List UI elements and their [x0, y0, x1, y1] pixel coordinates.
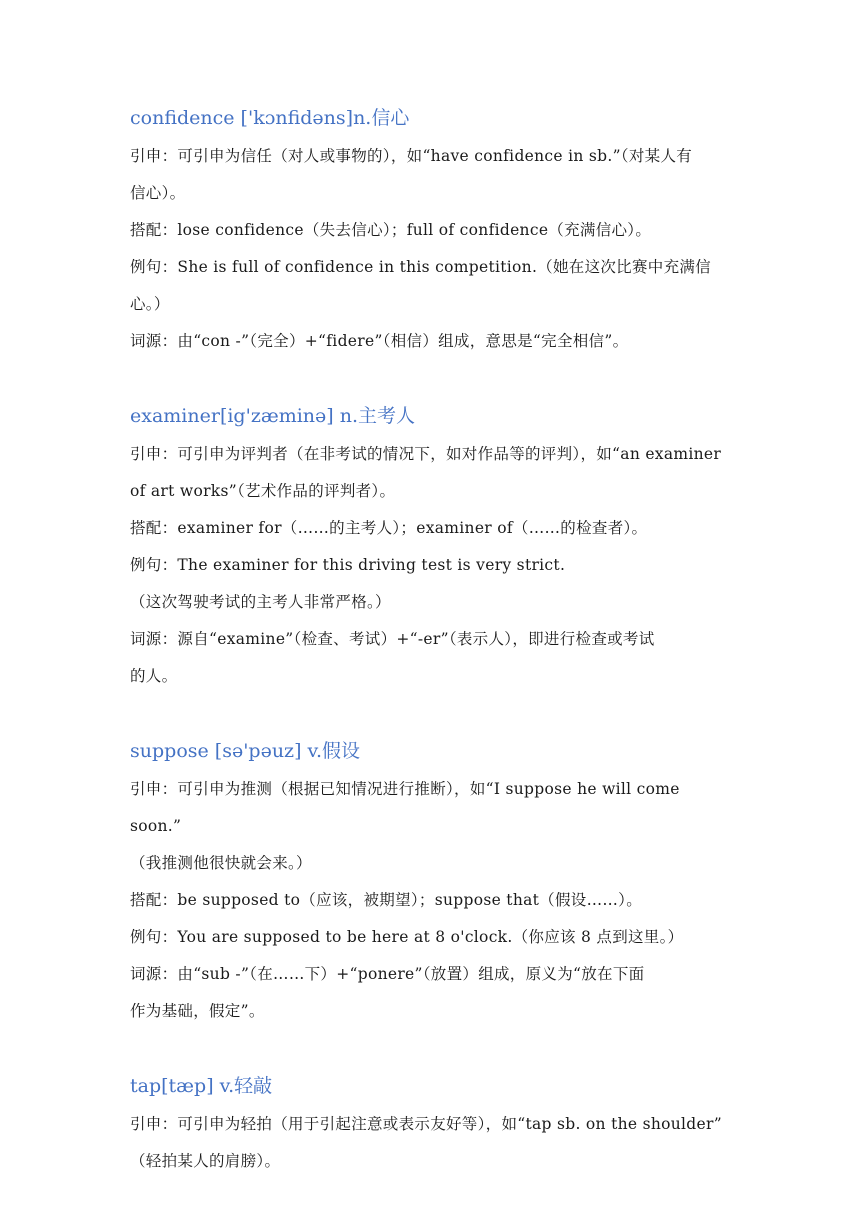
headword: suppose [sə'pəuz] v.假设	[130, 740, 361, 762]
text-line: 作为基础，假定”。	[130, 1002, 265, 1020]
text-line: 搭配：be supposed to（应该，被期望）；suppose that（假设……）。	[130, 891, 643, 909]
text-line: 的人。	[130, 667, 178, 685]
headword: examiner[ig'zæminə] n.主考人	[130, 405, 415, 427]
text-line: 引申：可引申为轻拍（用于引起注意或表示友好等），如“tap sb. on the shoulder”	[130, 1115, 722, 1133]
text-line: 词源：由“sub -”（在……下）+“ponere”（放置）组成，原义为“放在下面	[130, 965, 645, 983]
text-line: （这次驾驶考试的主考人非常严格。）	[130, 593, 391, 611]
text-line: of art works”（艺术作品的评判者）。	[130, 482, 396, 500]
text-line: 信心）。	[130, 184, 186, 202]
text-line: 引申：可引申为信任（对人或事物的），如“have confidence in sb.”（对某人有	[130, 147, 693, 165]
text-line: 例句：The examiner for this driving test is very strict.	[130, 556, 566, 574]
text-line: 搭配：lose confidence（失去信心）；full of confidence（充满信心）。	[130, 221, 652, 239]
text-line: （我推测他很快就会来。）	[130, 854, 312, 872]
headword: tap[tæp] v.轻敲	[130, 1075, 273, 1097]
text-line: 搭配：examiner for（……的主考人）；examiner of（……的检查者）。	[130, 519, 648, 537]
entry-examiner	[130, 398, 734, 695]
text-line: （轻拍某人的肩膀）。	[130, 1152, 281, 1170]
text-line: 引申：可引申为评判者（在非考试的情况下，如对作品等的评判），如“an examiner	[130, 445, 722, 463]
text-line: 例句：She is full of confidence in this competition.（她在这次比赛中充满信心。）	[130, 258, 711, 313]
headword: confidence ['kɔnfidəns]n.信心	[130, 107, 410, 129]
entry-tap	[130, 1068, 734, 1180]
document-page	[130, 100, 734, 1218]
entry-suppose	[130, 733, 734, 1030]
text-line: 词源：源自“examine”（检查、考试）+“-er”（表示人），即进行检查或考试	[130, 630, 655, 648]
text-line: 词源：由“con -”（完全）+“fidere”（相信）组成，意思是“完全相信”。	[130, 332, 629, 350]
text-line: 例句：You are supposed to be here at 8 o'clock.（你应该 8 点到这里。）	[130, 928, 684, 946]
text-line: 引申：可引申为推测（根据已知情况进行推断），如“I suppose he will come soon.”	[130, 780, 685, 835]
entry-confidence	[130, 100, 734, 360]
